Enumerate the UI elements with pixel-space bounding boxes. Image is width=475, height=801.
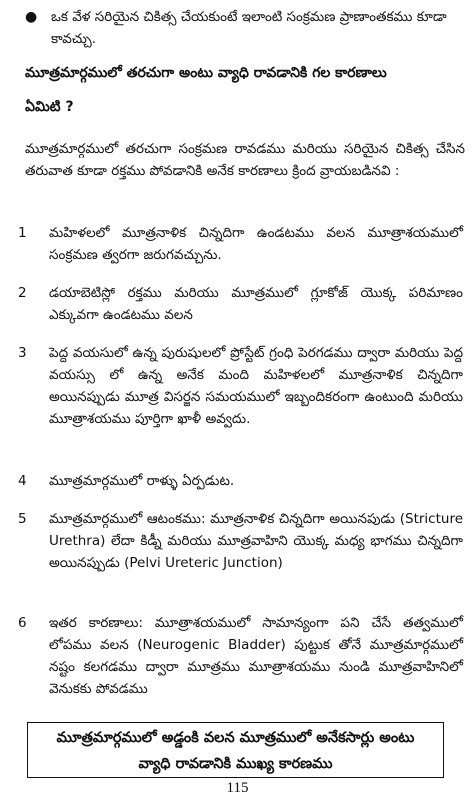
cause-text: మూత్రమార్గములో ఆటంకము: మూత్రనాళిక చిన్నదిగా అయినపుడు (Stricture Urethra) లేదా కిడ్నీ మరియు మూత్రవాహిని యొక్క మధ్య భాగము చిన్నదిగా అయినప్పుడు (Pelvi Ureteric Junction)	[49, 511, 463, 571]
highlight-box-line2: వ్యాధి రావడానికి ముఖ్య కారణము	[138, 756, 333, 772]
highlight-box	[27, 722, 444, 778]
intro-paragraph: మూత్రమార్గములో తరచుగా సంక్రమణ రావడము మరియు సరియైన చికిత్స చేసిన తరువాత కూడా రక్తము పోవడానికి అనేక కారణాలు క్రింద వ్రాయబడినవి :	[25, 141, 465, 179]
cause-text: పెద్ద వయసులో ఉన్న పురుషులలో ప్రోస్టేట్ గ్రంధి పెరగడము ద్వారా మరియు పెద్ద వయస్సు లో ఉన్న అనేక మంది మహిళలలో మూత్రనాళిక చిన్నదిగా అయినప్పుడు మూత్ర విసర్జన సమయములో ఇబ్బందికరంగా ఉంటుంది మరియు మూత్రాశయము పూర్తిగా ఖాళీ అవ్వదు.	[49, 345, 463, 427]
cause-text: మూత్రమార్గములో రాళ్ళు ఏర్పడుట.	[49, 473, 235, 489]
question-heading-line1: మూత్రమార్గములో తరచుగా అంటు వ్యాధి రావడానికి గల కారణాలు	[25, 65, 387, 81]
bullet-dot: ●	[25, 9, 38, 25]
cause-text: డయాబెటిస్లో రక్తము మరియు మూత్రములో గ్లూకోజ్ యొక్క పరిమాణం ఎక్కువగా ఉండటము వలన	[49, 285, 463, 323]
intro-bullet-text: ఒక వేళ సరియైన చికిత్స చేయకుంటే ఇలాంటి సంక్రమణ ప్రాణాంతకము కూడా కావచ్చు.	[51, 9, 447, 47]
page-number: 115	[226, 780, 249, 796]
cause-text: ఇతర కారణాలు: మూత్రాశయములో సామాన్యంగా పని చేసే తత్వములో లోపము వలన (Neurogenic Bladder) పుట్టుక తోనే మూత్రమార్గములో నష్టం కలగడము ద్వారా మూత్రము మూత్రాశయము నుండి మూత్రవాహినిలో వెనుకకు పోవడము	[49, 615, 463, 697]
cause-number: 6	[18, 615, 27, 631]
cause-text: మహిళలలో మూత్రనాళిక చిన్నదిగా ఉండటము వలన మూత్రాశయములో సంక్రమణ త్వరగా జరుగవచ్చును.	[49, 225, 463, 263]
cause-number: 2	[18, 285, 27, 301]
question-heading-line2: ఏమిటి ?	[25, 99, 74, 115]
cause-number: 5	[18, 511, 27, 527]
cause-number: 4	[18, 473, 27, 489]
highlight-box-line1: మూత్రమార్గములో అడ్డంకి వలన మూత్రములో అనేకసార్లు అంటు	[56, 730, 415, 746]
cause-number: 1	[18, 225, 27, 241]
cause-number: 3	[18, 345, 27, 361]
